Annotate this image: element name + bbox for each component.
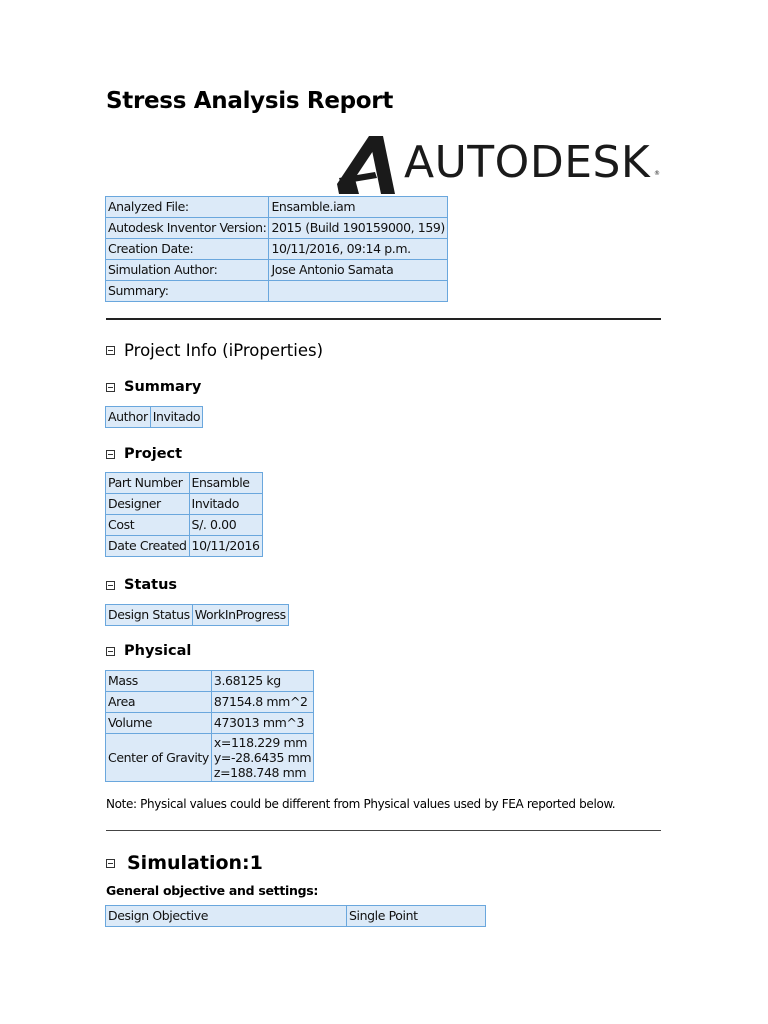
simulation-table [105, 905, 486, 927]
autodesk-logo-icon [335, 134, 397, 196]
table-cell-value: Invitado [150, 407, 202, 428]
divider [106, 830, 661, 831]
table-row [106, 671, 314, 692]
physical-note: Note: Physical values could be different from Physical values used by FEA reported below. [106, 797, 616, 811]
table-cell-label: Cost [106, 515, 190, 536]
table-row [106, 515, 263, 536]
table-cell-label: Author [106, 407, 151, 428]
table-row [106, 218, 448, 239]
section-summary[interactable] [106, 379, 201, 395]
simulation-subheading: General objective and settings: [106, 883, 319, 898]
table-cell-value: WorkInProgress [192, 605, 288, 626]
table-cell-label: Part Number [106, 473, 190, 494]
file-info-table [105, 196, 448, 302]
section-heading: Summary [124, 379, 202, 395]
table-row [106, 197, 448, 218]
table-cell-value: Single Point [347, 906, 486, 927]
table-row [106, 713, 314, 734]
summary-table [105, 406, 203, 428]
table-cell-label: Designer [106, 494, 190, 515]
table-row [106, 494, 263, 515]
table-cell-label: Volume [106, 713, 212, 734]
table-row [106, 260, 448, 281]
collapse-icon[interactable] [106, 647, 115, 656]
cog-x: x=118.229 mm [213, 735, 308, 750]
table-cell-label: Mass [106, 671, 212, 692]
table-row [106, 734, 314, 782]
collapse-icon[interactable] [106, 581, 115, 590]
table-cell-value: 10/11/2016, 09:14 p.m. [269, 239, 447, 260]
table-cell-value: Ensamble.iam [269, 197, 447, 218]
table-cell-label: Center of Gravity [106, 734, 212, 782]
section-heading: Simulation:1 [127, 852, 263, 874]
section-heading: Status [124, 577, 178, 593]
section-project[interactable] [106, 446, 182, 462]
physical-table [105, 670, 314, 782]
section-physical[interactable] [106, 643, 191, 659]
table-cell-value: S/. 0.00 [189, 515, 262, 536]
table-row [106, 473, 263, 494]
section-project-info[interactable] [106, 341, 323, 360]
collapse-icon[interactable] [106, 450, 115, 459]
report-title: Stress Analysis Report [106, 88, 394, 114]
table-cell-value: 473013 mm^3 [211, 713, 313, 734]
table-cell-label: Simulation Author: [106, 260, 269, 281]
table-cell-value: Ensamble [189, 473, 262, 494]
project-table [105, 472, 263, 557]
table-cell-value: 87154.8 mm^2 [211, 692, 313, 713]
section-simulation[interactable] [106, 852, 263, 874]
section-heading: Project [124, 446, 183, 462]
table-cell-label: Summary: [106, 281, 269, 302]
section-heading: Physical [124, 643, 192, 659]
table-row [106, 605, 289, 626]
collapse-icon[interactable] [106, 383, 115, 392]
table-cell-label: Area [106, 692, 212, 713]
collapse-icon[interactable] [106, 346, 115, 355]
table-cell-label: Date Created [106, 536, 190, 557]
table-row [106, 281, 448, 302]
section-heading: Project Info (iProperties) [124, 341, 324, 360]
table-cell-label: Design Status [106, 605, 193, 626]
cog-y: y=-28.6435 mm [213, 750, 312, 765]
table-cell-label: Creation Date: [106, 239, 269, 260]
table-row [106, 906, 486, 927]
table-cell-label: Autodesk Inventor Version: [106, 218, 269, 239]
autodesk-wordmark: AUTODESK [404, 137, 651, 188]
table-cell-label: Analyzed File: [106, 197, 269, 218]
cog-z: z=188.748 mm [213, 765, 307, 780]
collapse-icon[interactable] [106, 859, 115, 868]
table-cell-value: Jose Antonio Samata [269, 260, 447, 281]
table-cell-value [269, 281, 447, 302]
table-cell-value: 10/11/2016 [189, 536, 262, 557]
table-cell-value: Invitado [189, 494, 262, 515]
table-cell-label: Design Objective [106, 906, 347, 927]
registered-mark: ® [654, 170, 660, 177]
table-cell-value: 3.68125 kg [211, 671, 313, 692]
divider [106, 318, 661, 320]
table-row [106, 692, 314, 713]
table-row [106, 536, 263, 557]
section-status[interactable] [106, 577, 177, 593]
table-row [106, 407, 203, 428]
table-row [106, 239, 448, 260]
table-cell-value: 2015 (Build 190159000, 159) [269, 218, 447, 239]
table-cell-value [211, 734, 313, 782]
status-table [105, 604, 289, 626]
